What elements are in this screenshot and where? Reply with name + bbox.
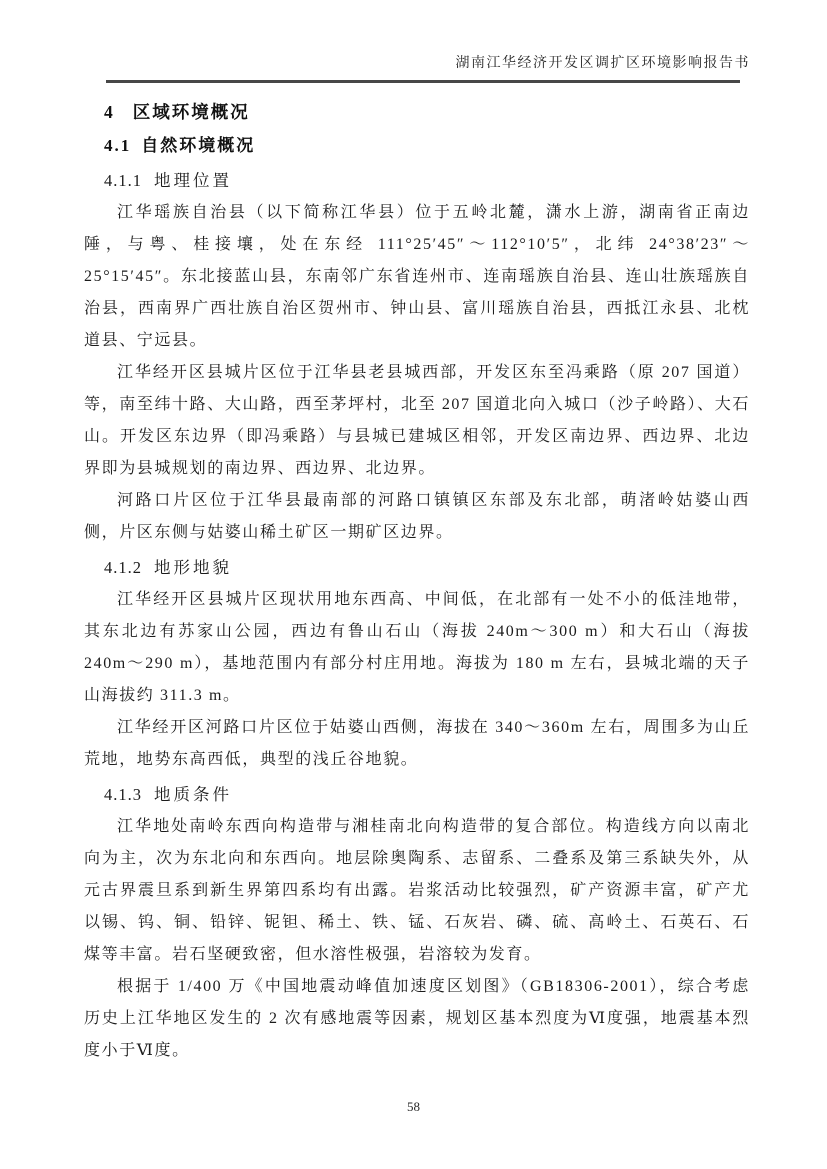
subsection-title: 地形地貌 — [154, 557, 232, 577]
page-footer — [0, 1099, 827, 1115]
header-rule — [106, 80, 740, 83]
chapter-title: 区域环境概况 — [132, 101, 250, 122]
subsection-heading-terrain — [104, 551, 750, 584]
paragraph: 江华地处南岭东西向构造带与湘桂南北向构造带的复合部位。构造线方向以南北向为主，次为东北向和东西向。地层除奥陶系、志留系、二叠系及第三系缺失外，从元古界震旦系到新生界第四系均有出露。岩浆活动比较强烈，矿产资源丰富，矿产尤以锡、钨、铜、铅锌、铌钽、稀土、铁、锰、石灰岩、磷、硫、高岭土、石英石、石煤等丰富。岩石坚硬致密，但水溶性极强，岩溶较为发育。 — [84, 817, 750, 963]
subsection-title: 地质条件 — [154, 784, 232, 804]
section-title: 自然环境概况 — [141, 135, 256, 155]
chapter-heading — [104, 95, 750, 129]
paragraph: 江华瑶族自治县（以下简称江华县）位于五岭北麓，潇水上游，湖南省正南边陲，与粤、桂接壤，处在东经 111°25′45″～112°10′5″，北纬 24°38′23″～25°15′45″。东北接蓝山县，东南邻广东省连州市、连南瑶族自治县、连山壮族瑶族自治县，西南界广西壮族自治区贺州市、钟山县、富川瑶族自治县，西抵江永县、北枕道县、宁远县。 — [84, 203, 750, 349]
running-header-title: 湖南江华经济开发区调扩区环境影响报告书 — [455, 56, 750, 71]
page-number: 58 — [407, 1099, 420, 1114]
subsection-number: 4.1.1 — [104, 170, 142, 190]
paragraph: 河路口片区位于江华县最南部的河路口镇镇区东部及东北部，萌渚岭姑婆山西侧，片区东侧与姑婆山稀土矿区一期矿区边界。 — [84, 491, 750, 541]
subsection-number: 4.1.2 — [104, 557, 142, 577]
document-body — [84, 95, 750, 1067]
subsection-heading-geography — [104, 164, 750, 197]
paragraph: 江华经开区县城片区现状用地东西高、中间低，在北部有一处不小的低洼地带，其东北边有苏家山公园，西边有鲁山石山（海拔 240m～300 m）和大石山（海拔 240m～290 m），基地范围内有部分村庄用地。海拔为 180 m 左右，县城北端的天子山海拔约 311.3 m。 — [84, 590, 750, 704]
section-number: 4.1 — [104, 135, 132, 155]
paragraph: 江华经开区县城片区位于江华县老县城西部，开发区东至冯乘路（原 207 国道）等，南至纬十路、大山路，西至茅坪村，北至 207 国道北向入城口（沙子岭路）、大石山。开发区东边界（即冯乘路）与县城已建城区相邻，开发区南边界、西边界、北边界即为县城规划的南边界、西边界、北边界。 — [84, 363, 750, 477]
paragraph: 根据于 1/400 万《中国地震动峰值加速度区划图》（GB18306-2001），综合考虑历史上江华地区发生的 2 次有感地震等因素，规划区基本烈度为Ⅵ度强，地震基本烈度小于Ⅵ度。 — [84, 977, 750, 1059]
page-header — [84, 0, 750, 73]
subsection-number: 4.1.3 — [104, 784, 142, 804]
subsection-heading-geology — [104, 778, 750, 811]
section-heading — [104, 129, 750, 162]
paragraph: 江华经开区河路口片区位于姑婆山西侧，海拔在 340～360m 左右，周围多为山丘荒地，地势东高西低，典型的浅丘谷地貌。 — [84, 718, 750, 768]
subsection-title: 地理位置 — [154, 170, 232, 190]
chapter-number: 4 — [104, 101, 115, 122]
